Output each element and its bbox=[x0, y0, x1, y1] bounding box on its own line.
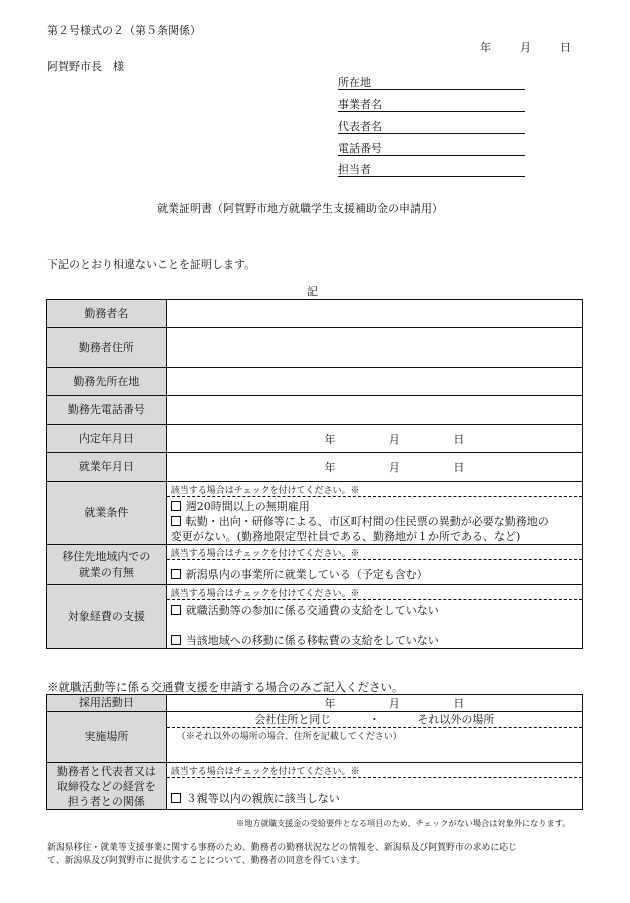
venue-options bbox=[167, 712, 582, 728]
support-1-text: 就職活動等の参加に係る交通費の支給をしていない bbox=[185, 604, 439, 617]
consent-line-1: 新潟県移住・就業等支援事業に関する事務のため、勤務者の勤務状況などの情報を、新潟県及び阿賀野市の求めに応じ bbox=[47, 843, 518, 853]
field-address[interactable] bbox=[338, 74, 525, 90]
conditions-cell bbox=[166, 482, 582, 545]
offer-date-year: 年 bbox=[324, 432, 336, 446]
consent-line-2: て、新潟県及び阿賀野市に提供することについて、勤務者の同意を得ています。 bbox=[47, 856, 366, 866]
condition-1-checkbox[interactable] bbox=[171, 501, 181, 511]
field-representative[interactable] bbox=[338, 118, 525, 134]
relation-label-line1: 勤務者と代表者又は bbox=[56, 764, 156, 778]
employment-date-month: 月 bbox=[388, 461, 400, 474]
relation-label-line3: 担う者との関係 bbox=[67, 794, 145, 808]
addressee: 阿賀野市長 様 bbox=[47, 60, 124, 73]
condition-2-text: 転勤・出向・研修等による、市区町村間の住民票の異動が必要な勤務地の bbox=[185, 515, 549, 528]
support-2-text: 当該地域への移動に係る移転費の支給をしていない bbox=[185, 634, 439, 647]
relocation-checkbox[interactable] bbox=[171, 569, 181, 579]
relation-checkbox[interactable] bbox=[171, 793, 181, 803]
offer-date-month: 月 bbox=[388, 432, 400, 446]
header-date-year: 年 bbox=[480, 41, 491, 54]
employment-date-input[interactable] bbox=[166, 453, 582, 482]
field-address-label: 所在地 bbox=[338, 76, 371, 89]
venue-cell bbox=[166, 712, 582, 763]
support-row-1[interactable] bbox=[167, 600, 582, 618]
interview-date-input[interactable] bbox=[166, 695, 582, 712]
workplace-address-input[interactable] bbox=[166, 368, 582, 396]
header-date-day: 日 bbox=[560, 41, 571, 54]
worker-name-label: 勤務者名 bbox=[47, 300, 167, 328]
field-company-label: 事業者名 bbox=[338, 98, 382, 111]
venue-label: 実施場所 bbox=[47, 712, 167, 763]
interview-date-day: 日 bbox=[453, 697, 465, 710]
worker-address-label: 勤務者住所 bbox=[47, 328, 167, 368]
section2-heading: ※就職活動等に係る交通費支援を申請する場合のみご記入ください。 bbox=[47, 680, 404, 694]
relocation-label bbox=[47, 545, 167, 585]
support-row-2[interactable] bbox=[167, 618, 582, 648]
interview-date-month: 月 bbox=[388, 697, 400, 710]
worker-name-input[interactable] bbox=[166, 300, 582, 328]
support-check-note: 該当する場合はチェックを付けてください。※ bbox=[167, 585, 582, 600]
form-number: 第２号様式の２（第５条関係） bbox=[47, 24, 201, 37]
condition-2-text-cont: 変更がない。(勤務地限定型社員である、勤務地が１か所である、など) bbox=[170, 530, 521, 543]
employment-date-label: 就業年月日 bbox=[47, 453, 167, 482]
offer-date-input[interactable] bbox=[166, 425, 582, 453]
header-date-month: 月 bbox=[520, 41, 531, 54]
relation-text: ３親等以内の親族に該当しない bbox=[185, 792, 340, 805]
field-company[interactable] bbox=[338, 96, 525, 112]
support-1-checkbox[interactable] bbox=[171, 605, 181, 615]
travel-support-table bbox=[46, 694, 583, 810]
footnote: ※地方就職支援金の受給要件となる項目のため、チェックがない場合は対象外になります。 bbox=[236, 818, 571, 828]
employment-date-year: 年 bbox=[324, 461, 336, 474]
condition-2-row[interactable] bbox=[171, 514, 578, 529]
relation-cell bbox=[166, 763, 582, 810]
offer-date-day: 日 bbox=[453, 432, 465, 446]
venue-separator: ・ bbox=[368, 713, 380, 726]
field-representative-label: 代表者名 bbox=[338, 120, 382, 133]
relation-label bbox=[47, 763, 167, 810]
venue-address-input[interactable] bbox=[167, 743, 582, 761]
relocation-label-line2: 就業の有無 bbox=[78, 565, 134, 579]
condition-2-checkbox[interactable] bbox=[171, 516, 181, 526]
condition-1-text: 週20時間以上の無期雇用 bbox=[185, 500, 310, 513]
employment-date-day: 日 bbox=[453, 461, 465, 474]
certificate-table bbox=[46, 299, 583, 649]
field-phone-label: 電話番号 bbox=[338, 142, 382, 155]
venue-note: （※それ以外の場所の場合、住所を記載してください） bbox=[176, 732, 402, 742]
relocation-check-note: 該当する場合はチェックを付けてください。※ bbox=[167, 545, 582, 560]
venue-other-option[interactable]: それ以外の場所 bbox=[417, 713, 495, 726]
intro-text: 下記のとおり相違ないことを証明します。 bbox=[47, 258, 256, 271]
condition-1-row[interactable] bbox=[171, 499, 578, 514]
ki-label: 記 bbox=[307, 285, 318, 298]
relocation-cell bbox=[166, 545, 582, 585]
workplace-address-label: 勤務先所在地 bbox=[47, 368, 167, 396]
worker-address-input[interactable] bbox=[166, 328, 582, 368]
relation-row[interactable] bbox=[167, 778, 582, 806]
field-phone[interactable] bbox=[338, 140, 525, 156]
relation-label-line2: 取締役などの経営を bbox=[56, 779, 156, 793]
support-label: 対象経費の支援 bbox=[47, 585, 167, 649]
relocation-label-line1: 移住先地域内での bbox=[62, 549, 151, 563]
relocation-text: 新潟県内の事業所に就業している（予定も含む） bbox=[185, 568, 428, 581]
support-cell bbox=[166, 585, 582, 649]
conditions-check-note: 該当する場合はチェックを付けてください。※ bbox=[167, 482, 582, 497]
relocation-row[interactable] bbox=[167, 560, 582, 582]
interview-date-year: 年 bbox=[324, 697, 336, 710]
workplace-phone-input[interactable] bbox=[166, 396, 582, 425]
workplace-phone-label: 勤務先電話番号 bbox=[47, 396, 167, 425]
support-2-checkbox[interactable] bbox=[171, 635, 181, 645]
conditions-label: 就業条件 bbox=[47, 482, 167, 545]
header-date bbox=[480, 39, 571, 55]
field-contact-person[interactable] bbox=[338, 161, 525, 177]
offer-date-label: 内定年月日 bbox=[47, 425, 167, 453]
venue-same-option[interactable]: 会社住所と同じ bbox=[254, 713, 332, 726]
relation-check-note: 該当する場合はチェックを付けてください。※ bbox=[167, 763, 582, 778]
interview-date-label: 採用活動日 bbox=[47, 695, 167, 712]
field-contact-person-label: 担当者 bbox=[338, 163, 371, 176]
document-title: 就業証明書（阿賀野市地方就職学生支援補助金の申請用） bbox=[157, 202, 443, 215]
